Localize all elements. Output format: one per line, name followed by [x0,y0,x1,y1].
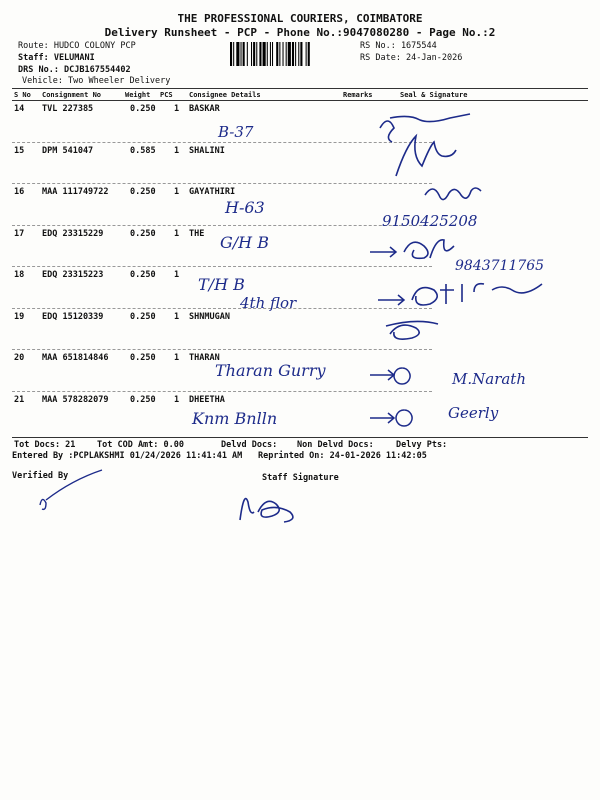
delivery-points: Delvy Pts: [396,440,448,450]
col-sno: S No [14,91,31,99]
row-pcs: 1 [174,187,180,197]
row-pcs: 1 [174,145,180,156]
footer-rule [12,437,588,438]
signature-r16 [425,188,481,200]
row-consignment-no: MAA 651814846 [42,353,109,363]
staff-signature-label: Staff Signature [262,473,339,483]
col-seal-signature: Seal & Signature [400,91,468,99]
row-weight: 0.585 [130,145,156,156]
row-weight: 0.250 [130,394,156,405]
row-pcs: 1 [174,104,180,114]
signature-r19 [386,321,438,339]
rs-number: RS No.: 1675544 [360,41,437,51]
arrow-r21 [370,413,394,423]
entered-by: Entered By :PCPLAKSHMI 01/24/2026 11:41:41 AM [12,451,243,461]
row-weight: 0.250 [130,104,156,114]
arrow-r17 [370,247,396,257]
col-weight: Weight [125,91,151,99]
row-sno: 15 [14,145,25,156]
col-pcs: PCS [160,91,173,99]
row-weight: 0.250 [130,228,156,239]
hand-r18-note2: 4th flor [240,294,297,312]
row-consignment-no: MAA 578282079 [42,394,109,405]
row-consignment-no: DPM 541047 [42,145,94,156]
route-label: Route: HUDCO COLONY PCP [18,41,136,51]
row-consignee: SHNMUGAN [189,311,230,322]
arrow-r20 [370,370,394,380]
row-weight: 0.250 [130,353,156,363]
row-weight: 0.250 [130,187,156,197]
stamp-circle-r20 [394,368,410,384]
stamp-circle-r21 [396,410,412,426]
signature-r15 [396,136,456,176]
rs-date: RS Date: 24-Jan-2026 [360,53,463,63]
delivered-docs: Delvd Docs: [221,440,278,450]
row-consignee: BASKAR [189,104,220,114]
row-pcs: 1 [174,228,180,239]
row-sno: 17 [14,228,25,239]
row-pcs: 1 [174,394,180,405]
hand-r16-note: H-63 [225,198,265,217]
row-weight: 0.250 [130,270,156,280]
row-sno: 19 [14,311,25,322]
company-title: THE PROFESSIONAL COURIERS, COIMBATORE [177,12,423,25]
row-weight: 0.250 [130,311,156,322]
reprinted-on: Reprinted On: 24-01-2026 11:42:05 [258,451,427,461]
total-docs: Tot Docs: 21 [14,440,76,450]
hand-r17-note: G/H B [220,233,269,252]
row-consignee: SHALINI [189,145,225,156]
row-sno: 14 [14,104,25,114]
hand-r16-phone: 9150425208 [382,212,478,230]
col-remarks: Remarks [343,91,373,99]
row-consignee: THARAN [189,353,220,363]
total-cod: Tot COD Amt: 0.00 [97,440,184,450]
drs-label: DRS No.: DCJB167554402 [18,65,131,75]
runsheet-subtitle: Delivery Runsheet - PCP - Phone No.:9047080280 - Page No.:2 [104,26,496,39]
row-sno: 18 [14,270,25,280]
hand-r18-phone: 9843711765 [455,258,545,274]
hand-r21-sign: Geerly [448,404,499,422]
staff-label: Staff: VELUMANI [18,53,95,63]
vehicle-label: Vehicle: Two Wheeler Delivery [22,76,171,86]
arrow-r18 [378,295,404,305]
row-pcs: 1 [174,353,180,363]
row-consignee: GAYATHIRI [189,187,236,197]
verified-by-label: Verified By [12,471,69,481]
row-consignee: DHEETHA [189,394,225,405]
signature-r14 [380,114,470,142]
row-consignment-no: EDQ 15120339 [42,311,104,322]
staff-signature-mark [240,499,293,522]
col-consignment: Consignment No [42,91,102,99]
row-sno: 21 [14,394,25,405]
hand-r20-note: Tharan Gurry [215,361,326,380]
signature-r17 [404,240,454,259]
hand-r14-note: B-37 [218,123,254,141]
non-delivered-docs: Non Delvd Docs: [297,440,374,450]
row-pcs: 1 [174,311,180,322]
row-sno: 16 [14,187,25,197]
col-consignee: Consignee Details [189,91,261,99]
row-pcs: 1 [174,270,180,280]
row-consignee: THE [189,228,205,239]
row-consignment-no: TVL 227385 [42,104,94,114]
row-sno: 20 [14,353,25,363]
row-consignment-no: EDQ 23315223 [42,270,104,280]
signature-r18 [412,284,542,305]
hand-r18-note: T/H B [198,275,245,294]
hand-r21-note: Knm Bnlln [192,409,278,428]
row-consignment-no: MAA 111749722 [42,187,109,197]
row-consignment-no: EDQ 23315229 [42,228,104,239]
hand-r20-sign: M.Narath [452,370,526,388]
